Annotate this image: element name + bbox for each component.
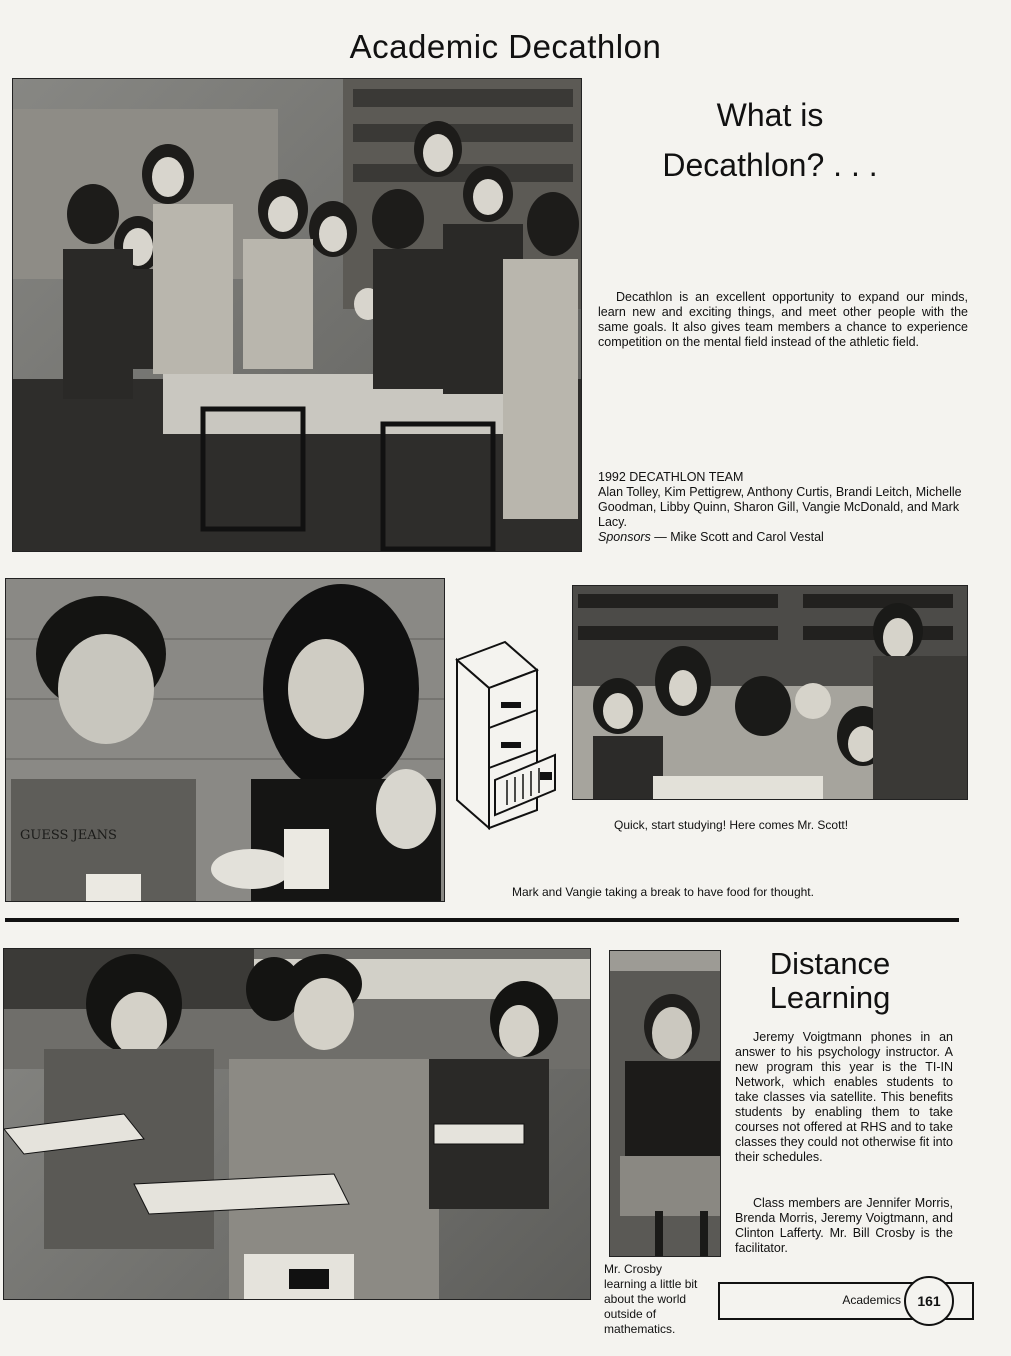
distance-para1: Jeremy Voigtmann phones in an answer to his psychology instructor. A new program this year is the TI-IN Network, which enables students to take classes via satellite. This benefits students by enabling them to take courses not offered at RHS and to take classes they could not otherwise fit into their schedules. [735, 1030, 953, 1164]
distance-title-line1: Distance [769, 946, 891, 981]
distance-title-line2: Learning [769, 980, 891, 1015]
team-sponsors [598, 530, 968, 545]
team-members: Alan Tolley, Kim Pettigrew, Anthony Curtis, Brandi Leitch, Michelle Goodman, Libby Quinn, Sharon Gill, Vangie McDonald, and Mark Lacy. [598, 485, 962, 529]
study-scene [573, 586, 967, 799]
food-break-caption: Mark and Vangie taking a break to have food for thought. [512, 885, 814, 899]
team-title: 1992 DECATHLON TEAM [598, 470, 744, 484]
classroom-scene [4, 949, 590, 1299]
decathlon-intro: Decathlon is an excellent opportunity to expand our minds, learn new and exciting things, and meet other people with the same goals. It also gives team members a chance to experience competition on the mental field instead of the athletic field. [598, 290, 968, 349]
footer-section-label: Academics [842, 1293, 901, 1307]
sponsors-label: Sponsors [598, 530, 651, 544]
crosby-photo [609, 950, 721, 1257]
page-number-badge [904, 1276, 954, 1326]
decathlon-heading-line1: What is [716, 97, 824, 133]
distance-para2: Class members are Jennifer Morris, Brenda Morris, Jeremy Voigtmann, and Clinton Lafferty. Mr. Bill Crosby is the facilitator. [735, 1196, 953, 1255]
team-photo [12, 78, 582, 552]
section-divider [5, 918, 959, 922]
filing-cabinet-icon [455, 640, 565, 830]
team-photo-scene [13, 79, 581, 551]
decathlon-team-block [598, 470, 968, 545]
study-caption: Quick, start studying! Here comes Mr. Scott! [614, 818, 849, 832]
page-number: 161 [917, 1293, 941, 1309]
page-title: Academic Decathlon [349, 28, 662, 65]
food-break-scene [6, 579, 444, 901]
sponsors-text: — Mike Scott and Carol Vestal [654, 530, 824, 544]
crosby-scene [610, 951, 720, 1256]
decathlon-heading-line2: Decathlon? . . . [662, 147, 878, 183]
crosby-caption: Mr. Crosby learning a little bit about the world outside of mathematics. [604, 1262, 698, 1336]
shirt-logo-text: GUESS JEANS [20, 828, 117, 843]
food-break-photo [5, 578, 445, 902]
classroom-phone-photo [3, 948, 591, 1300]
study-photo [572, 585, 968, 800]
